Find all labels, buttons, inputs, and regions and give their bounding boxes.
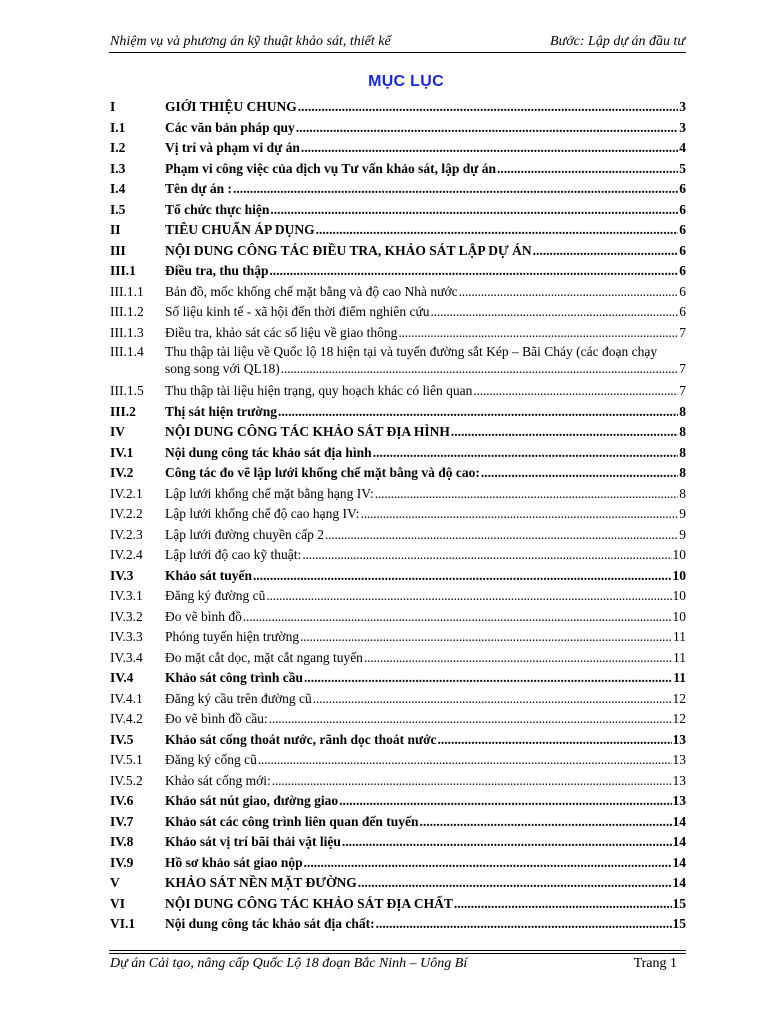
toc-entry-page: 13	[672, 772, 686, 788]
toc-entry-page: 6	[679, 304, 686, 319]
toc-entry-page: 12	[672, 711, 686, 726]
toc-entry-page: 6	[679, 181, 686, 196]
toc-entry-page: 7	[679, 324, 686, 340]
toc-entry-body	[165, 791, 686, 812]
toc-leader-dots	[304, 668, 672, 689]
toc-entry[interactable]	[110, 607, 686, 628]
toc-leader-dots	[304, 853, 672, 874]
toc-entry[interactable]	[110, 138, 686, 159]
toc-entry-title: Điều tra, thu thập	[165, 263, 269, 278]
toc-entry-number: IV.5.2	[110, 772, 143, 788]
toc-entry-number: IV	[110, 424, 126, 439]
toc-entry-title: KHẢO SÁT NỀN MẶT ĐƯỜNG	[165, 875, 357, 890]
toc-entry-body	[165, 545, 686, 566]
toc-entry-body	[165, 484, 686, 505]
toc-entry-title: Khảo sát vị trí bãi thải vật liệu	[165, 834, 341, 849]
toc-entry-number: III	[110, 242, 126, 258]
toc-entry-page: 3	[679, 99, 686, 114]
toc-entry[interactable]	[110, 730, 686, 751]
toc-entry[interactable]	[110, 443, 686, 464]
toc-entry-page: 4	[679, 140, 686, 155]
toc-entry-title: Phạm vi công việc của dịch vụ Tư vấn khảo sát, lập dự án	[165, 160, 497, 176]
toc-entry[interactable]	[110, 709, 686, 730]
toc-entry[interactable]	[110, 771, 686, 792]
toc-leader-dots	[339, 791, 671, 812]
toc-entry[interactable]	[110, 241, 686, 262]
toc-entry-page: 11	[673, 649, 686, 665]
toc-leader-dots	[270, 261, 679, 282]
toc-entry[interactable]	[110, 832, 686, 853]
toc-leader-dots	[281, 360, 678, 377]
toc-leader-dots	[325, 525, 678, 546]
toc-entry-number: IV.4	[110, 670, 134, 685]
toc-leader-dots	[497, 159, 678, 180]
toc-entry-title: Đo vẽ bình đồ cầu:	[165, 711, 268, 726]
toc-entry-body	[165, 97, 686, 118]
toc-entry-page: 13	[672, 752, 686, 767]
toc-entry[interactable]	[110, 97, 686, 118]
toc-entry[interactable]	[110, 402, 686, 423]
toc-leader-dots	[269, 709, 672, 730]
toc-entry[interactable]	[110, 282, 686, 303]
toc-entry-number: IV.2.1	[110, 485, 143, 501]
toc-entry-body	[165, 402, 686, 423]
toc-leader-dots	[420, 812, 672, 833]
toc-entry-title: Thị sát hiện trường	[165, 403, 277, 419]
toc-entry-number: IV.4.2	[110, 711, 143, 726]
toc-entry-title: Nội dung công tác khảo sát địa hình	[165, 444, 372, 460]
toc-entry-page: 10	[672, 547, 686, 562]
toc-entry[interactable]	[110, 261, 686, 282]
toc-entry-page: 6	[679, 283, 686, 299]
toc-leader-dots	[243, 607, 672, 628]
toc-entry-body	[165, 668, 686, 689]
toc-entry[interactable]	[110, 853, 686, 874]
toc-entry-number: IV.2.2	[110, 506, 143, 521]
toc-entry-number: III.1	[110, 263, 136, 278]
toc-leader-dots	[270, 200, 678, 221]
toc-entry-body	[165, 504, 686, 525]
toc-entry-body	[165, 894, 686, 915]
toc-entry-title: NỘI DUNG CÔNG TÁC KHẢO SÁT ĐỊA HÌNH	[165, 424, 450, 439]
toc-entry[interactable]	[110, 200, 686, 221]
toc-entry-page: 6	[679, 222, 686, 237]
toc-leader-dots	[364, 648, 672, 669]
toc-entry-title: Điều tra, khảo sát các số liệu về giao thông	[165, 324, 398, 340]
toc-entry-body	[165, 241, 686, 262]
toc-entry-number: VI	[110, 895, 126, 911]
toc-leader-dots	[313, 689, 672, 710]
toc-entry-number: IV.6	[110, 793, 134, 808]
toc-entry-page: 9	[679, 526, 686, 542]
toc-entry-page: 5	[679, 160, 686, 176]
toc-entry-title: Khảo sát cống thoát nước, rãnh dọc thoát nước	[165, 731, 437, 747]
toc-entry-number: VI.1	[110, 916, 136, 931]
toc-entry[interactable]	[110, 159, 686, 180]
toc-entry-number: II	[110, 222, 121, 237]
toc-entry-body	[165, 200, 686, 221]
toc-entry[interactable]	[110, 791, 686, 812]
toc-entry-number: III.1.1	[110, 283, 144, 299]
toc-entry-body	[165, 343, 686, 377]
header-left-text: Nhiệm vụ và phương án kỹ thuật khảo sát, thiết kế	[110, 34, 391, 49]
toc-entry[interactable]	[110, 525, 686, 546]
toc-entry-number: IV.3.1	[110, 588, 143, 603]
toc-entry-page: 13	[672, 731, 686, 747]
toc-entry[interactable]	[110, 586, 686, 607]
toc-entry-body	[165, 586, 686, 607]
toc-entry-number: IV.5.1	[110, 752, 143, 767]
toc-leader-dots	[459, 282, 679, 303]
toc-entry-page: 8	[679, 465, 686, 480]
toc-entry-title: TIÊU CHUẨN ÁP DỤNG	[165, 222, 315, 237]
toc-entry-page: 14	[672, 875, 686, 890]
toc-entry[interactable]	[110, 484, 686, 505]
toc-entry[interactable]	[110, 220, 686, 241]
toc-entry-title: Bản đồ, mốc khống chế mặt bằng và độ cao Nhà nước	[165, 283, 458, 299]
toc-entry-body	[165, 323, 686, 344]
toc-entry[interactable]	[110, 323, 686, 344]
toc-entry-number: I.3	[110, 160, 126, 176]
toc-entry-page: 6	[679, 242, 686, 258]
toc-leader-dots	[253, 566, 671, 587]
toc-entry-page: 15	[672, 895, 686, 911]
footer-divider-top	[109, 950, 686, 951]
toc-entry-page: 12	[672, 690, 686, 706]
toc-entry-body	[165, 873, 686, 894]
toc-entry-number: IV.3.3	[110, 629, 143, 644]
toc-entry-title: Tên dự án :	[165, 181, 232, 196]
toc-entry[interactable]	[110, 545, 686, 566]
toc-entry[interactable]	[110, 118, 686, 139]
toc-entry-body	[165, 750, 686, 771]
toc-entry-page: 11	[673, 629, 686, 644]
toc-entry[interactable]	[110, 422, 686, 443]
toc-entry-page: 10	[672, 588, 686, 603]
toc-leader-dots	[300, 627, 672, 648]
toc-leader-dots	[296, 118, 678, 139]
toc-leader-dots	[473, 381, 678, 402]
toc-entry-number: IV.3.4	[110, 649, 143, 665]
toc-entry-title: Thu thập tài liệu về Quốc lộ 18 hiện tại và tuyến đường sắt Kép – Bãi Cháy (các đoạn chạy	[165, 344, 658, 359]
toc-entry[interactable]	[110, 689, 686, 710]
toc-entry-number: IV.4.1	[110, 690, 143, 706]
toc-leader-dots	[278, 402, 678, 423]
table-of-contents	[110, 97, 686, 935]
toc-entry-body	[165, 422, 686, 443]
toc-entry-title: Đo mặt cắt dọc, mặt cắt ngang tuyến	[165, 649, 363, 665]
toc-entry-body	[165, 627, 686, 648]
toc-entry[interactable]	[110, 812, 686, 833]
toc-entry-title: Đăng ký cống cũ	[165, 752, 257, 767]
toc-leader-dots	[373, 443, 679, 464]
toc-entry[interactable]	[110, 648, 686, 669]
toc-leader-dots	[533, 241, 679, 262]
toc-entry-page: 7	[679, 383, 686, 398]
toc-entry-page: 14	[672, 813, 686, 829]
page-number: Trang 1	[633, 956, 677, 971]
toc-entry[interactable]	[110, 914, 686, 935]
toc-entry-page: 6	[679, 201, 686, 217]
toc-entry[interactable]	[110, 504, 686, 525]
toc-entry-title: Đăng ký đường cũ	[165, 588, 266, 603]
toc-entry-number: III.1.4	[110, 344, 144, 359]
toc-entry-number: I.2	[110, 140, 126, 155]
toc-leader-dots	[451, 422, 678, 443]
toc-entry-body	[165, 381, 686, 402]
toc-entry-number: III.1.3	[110, 324, 144, 340]
toc-entry-body	[165, 832, 686, 853]
toc-entry-page: 14	[672, 854, 686, 870]
toc-entry-body	[165, 730, 686, 751]
toc-entry-page: 14	[672, 834, 686, 849]
toc-entry-page: 13	[672, 793, 686, 808]
toc-entry-number: IV.2.3	[110, 526, 143, 542]
toc-entry-body	[165, 261, 686, 282]
toc-entry-title-continued: song song với QL18)	[165, 361, 280, 376]
header-divider	[109, 52, 686, 53]
toc-leader-dots	[358, 873, 672, 894]
toc-entry-number: IV.3	[110, 567, 134, 583]
toc-entry-title: Công tác đo vẽ lập lưới khống chế mặt bằng và độ cao:	[165, 465, 480, 480]
toc-entry-title: Hồ sơ khảo sát giao nộp	[165, 854, 303, 870]
toc-entry-number: IV.5	[110, 731, 134, 747]
toc-leader-dots	[481, 463, 678, 484]
toc-leader-dots	[301, 138, 678, 159]
toc-entry-title: Khảo sát nút giao, đường giao	[165, 793, 339, 808]
toc-entry-title: Thu thập tài liệu hiện trạng, quy hoạch khác có liên quan	[165, 383, 473, 398]
toc-entry-number: I	[110, 99, 116, 114]
toc-entry-page: 10	[672, 608, 686, 624]
toc-leader-dots	[298, 97, 678, 118]
toc-entry-number: IV.7	[110, 813, 134, 829]
toc-entry[interactable]	[110, 343, 686, 381]
toc-entry-title: Các văn bản pháp quy	[165, 119, 295, 135]
toc-entry[interactable]	[110, 566, 686, 587]
toc-entry-title: Lập lưới khống chế mặt bằng hạng IV:	[165, 485, 374, 501]
toc-entry-body	[165, 159, 686, 180]
toc-entry-number: IV.1	[110, 444, 134, 460]
toc-leader-dots	[431, 302, 679, 323]
toc-entry-title: Vị trí và phạm vi dự án	[165, 140, 300, 155]
toc-entry-body	[165, 282, 686, 303]
toc-entry[interactable]	[110, 381, 686, 402]
toc-entry[interactable]	[110, 894, 686, 915]
header-right-text: Bước: Lập dự án đầu tư	[550, 34, 685, 49]
toc-entry-title: Lập lưới đường chuyền cấp 2	[165, 526, 324, 542]
toc-entry-body	[165, 525, 686, 546]
toc-entry-number: III.1.2	[110, 304, 144, 319]
toc-entry-body	[165, 566, 686, 587]
toc-entry-title: Tổ chức thực hiện	[165, 201, 270, 217]
toc-entry-title: Đo vẽ bình đồ	[165, 608, 242, 624]
toc-entry-number: V	[110, 875, 120, 890]
toc-entry-title: Phóng tuyến hiện trường	[165, 629, 300, 644]
toc-entry-page: 10	[672, 567, 686, 583]
toc-entry-title: Số liệu kinh tế - xã hội đến thời điểm nghiên cứu	[165, 304, 430, 319]
toc-entry-body	[165, 648, 686, 669]
toc-entry-body	[165, 302, 686, 323]
toc-entry-body	[165, 853, 686, 874]
page-header	[110, 34, 685, 52]
toc-entry[interactable]	[110, 668, 686, 689]
toc-entry-body	[165, 689, 686, 710]
toc-entry-title: Lập lưới độ cao kỹ thuật:	[165, 547, 302, 562]
toc-title: MỤC LỤC	[368, 73, 444, 90]
toc-entry-page: 11	[673, 670, 686, 685]
toc-entry[interactable]	[110, 179, 686, 200]
toc-entry-body	[165, 914, 686, 935]
toc-leader-dots	[361, 504, 679, 525]
toc-entry-page: 8	[679, 444, 686, 460]
toc-entry-title: Lập lưới khống chế độ cao hạng IV:	[165, 506, 360, 521]
toc-entry-title: Khảo sát tuyến	[165, 567, 253, 583]
toc-entry-title: Khảo sát cống mới:	[165, 772, 271, 788]
toc-entry-body	[165, 118, 686, 139]
toc-entry-page: 9	[679, 506, 686, 521]
toc-entry-body	[165, 463, 686, 484]
toc-entry-title: GIỚI THIỆU CHUNG	[165, 99, 297, 114]
toc-leader-dots	[375, 484, 678, 505]
toc-entry-number: IV.2	[110, 465, 134, 480]
footer-divider-bottom	[109, 953, 686, 954]
toc-leader-dots	[316, 220, 679, 241]
toc-entry-title: Khảo sát các công trình liên quan đến tuyến	[165, 813, 419, 829]
toc-entry-body	[165, 607, 686, 628]
toc-entry-title: Đăng ký cầu trên đường cũ	[165, 690, 312, 706]
toc-entry-page: 8	[679, 424, 686, 439]
toc-leader-dots	[376, 914, 672, 935]
toc-entry-page: 3	[679, 119, 686, 135]
toc-entry-number: IV.8	[110, 834, 134, 849]
toc-entry-number: I.4	[110, 181, 126, 196]
toc-entry-number: IV.3.2	[110, 608, 143, 624]
toc-leader-dots	[438, 730, 672, 751]
toc-entry-number: IV.9	[110, 854, 134, 870]
toc-entry[interactable]	[110, 302, 686, 323]
toc-entry-page: 8	[679, 485, 686, 501]
toc-entry-title: NỘI DUNG CÔNG TÁC KHẢO SÁT ĐỊA CHẤT	[165, 895, 453, 911]
toc-entry-number: III.1.5	[110, 383, 144, 398]
toc-entry-number: III.2	[110, 403, 136, 419]
toc-leader-dots	[258, 750, 672, 771]
toc-entry-number: I.5	[110, 201, 126, 217]
toc-leader-dots	[233, 179, 678, 200]
toc-leader-dots	[454, 894, 672, 915]
toc-leader-dots	[272, 771, 672, 792]
toc-entry-body	[165, 771, 686, 792]
toc-entry-title: Khảo sát công trình cầu	[165, 670, 304, 685]
toc-entry[interactable]	[110, 873, 686, 894]
toc-leader-dots	[342, 832, 672, 853]
toc-entry-body	[165, 443, 686, 464]
toc-entry[interactable]	[110, 750, 686, 771]
toc-entry-number: IV.2.4	[110, 547, 143, 562]
toc-entry-body	[165, 179, 686, 200]
toc-entry-title: NỘI DUNG CÔNG TÁC ĐIỀU TRA, KHẢO SÁT LẬP DỰ ÁN	[165, 242, 532, 258]
toc-entry-page: 7	[679, 361, 686, 376]
toc-entry-number: I.1	[110, 119, 126, 135]
toc-entry-page: 15	[672, 916, 686, 931]
toc-leader-dots	[398, 323, 678, 344]
toc-entry-body	[165, 220, 686, 241]
page-footer	[110, 956, 677, 974]
toc-entry-title: Nội dung công tác khảo sát địa chất:	[165, 916, 375, 931]
footer-left-text: Dự án Cải tạo, nâng cấp Quốc Lộ 18 đoạn Bắc Ninh – Uông Bí	[110, 956, 468, 971]
toc-entry[interactable]	[110, 463, 686, 484]
toc-leader-dots	[266, 586, 671, 607]
toc-entry-body	[165, 138, 686, 159]
toc-leader-dots	[302, 545, 671, 566]
toc-entry-body	[165, 709, 686, 730]
toc-entry[interactable]	[110, 627, 686, 648]
toc-entry-page: 8	[679, 403, 686, 419]
toc-entry-page: 6	[679, 263, 686, 278]
toc-entry-body	[165, 812, 686, 833]
